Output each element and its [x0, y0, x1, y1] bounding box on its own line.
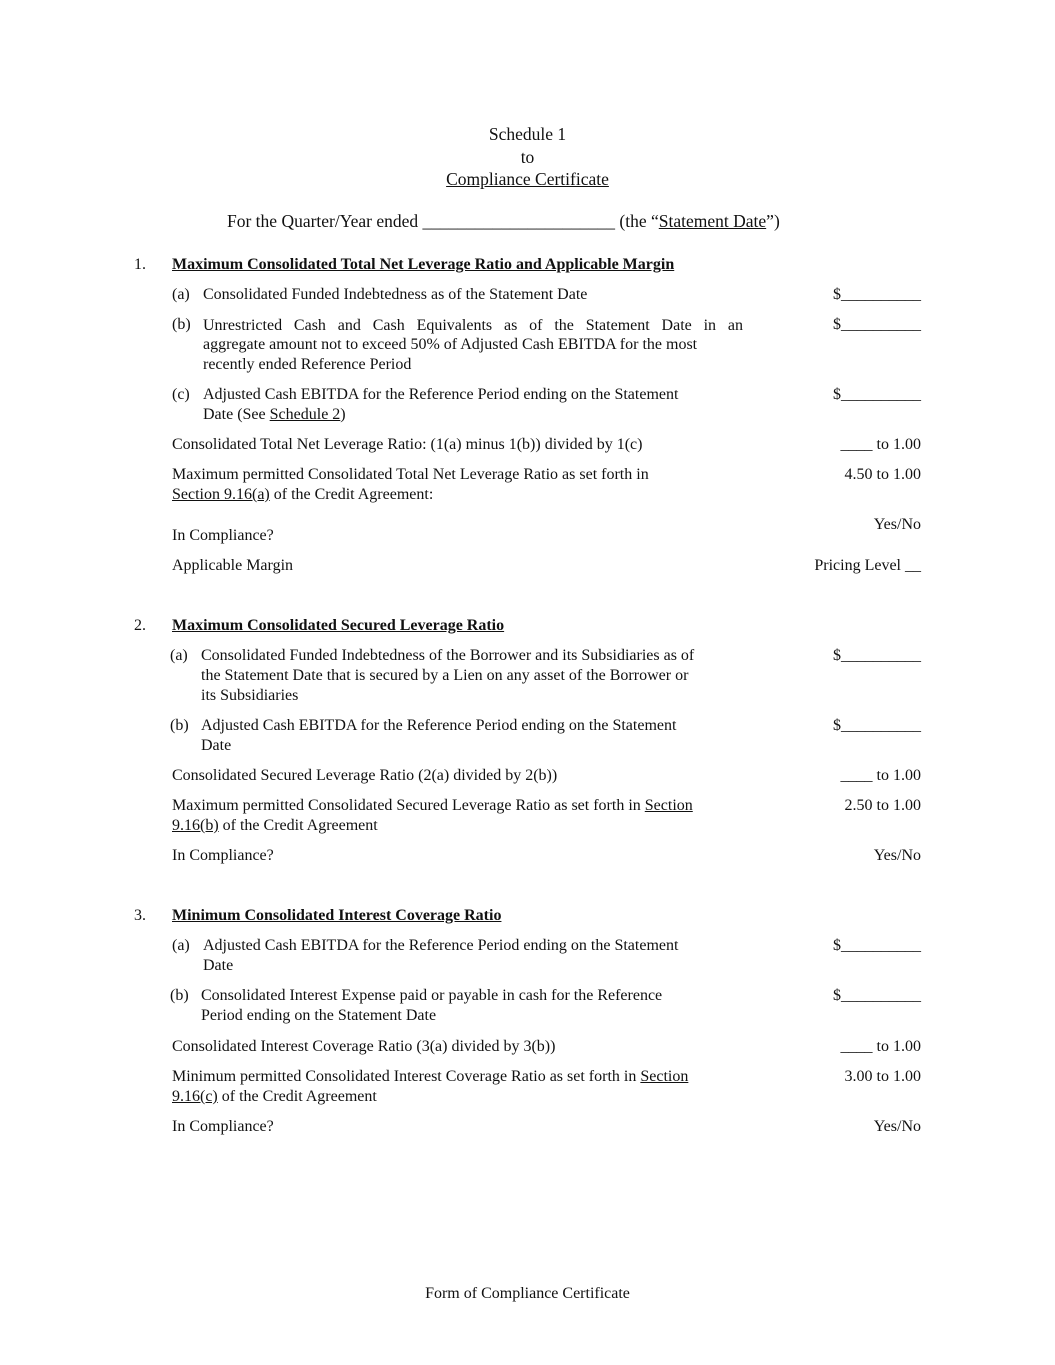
section2-b-line1: Adjusted Cash EBITDA for the Reference Period ending on the Statement	[201, 717, 677, 734]
section2-a-line2: the Statement Date that is secured by a Lien on any asset of the Borrower or	[201, 667, 689, 684]
section3-b-value: $__________	[833, 987, 921, 1004]
statement-date-term: Statement Date	[658, 211, 767, 231]
section3-min-suffix: of the Credit Agreement	[217, 1088, 377, 1105]
section3-min-prefix: Minimum permitted Consolidated Interest Coverage Ratio as set forth in	[172, 1068, 641, 1085]
section1-c-suffix: )	[340, 406, 346, 423]
section1-c-value: $__________	[833, 386, 921, 403]
section2-number: 2.	[134, 617, 146, 634]
section3-number: 3.	[134, 907, 146, 924]
section-9-16c-link[interactable]: 9.16(c)	[172, 1088, 218, 1105]
section2-b-line2: Date	[201, 737, 232, 754]
section1-title: Maximum Consolidated Total Net Leverage Ratio and Applicable Margin	[172, 256, 675, 273]
section1-a-text: Consolidated Funded Indebtedness as of the Statement Date	[203, 286, 588, 303]
section3-min-line1	[172, 1068, 688, 1086]
section3-a-value: $__________	[833, 937, 921, 954]
section1-margin-text: Applicable Margin	[172, 557, 294, 574]
schedule-2-link[interactable]: Schedule 2	[269, 406, 341, 423]
section1-max-line1: Maximum permitted Consolidated Total Net Leverage Ratio as set forth in	[172, 466, 649, 483]
section3-a-line2: Date	[203, 957, 234, 974]
section1-a-value: $__________	[833, 286, 921, 303]
section1-c-line2	[203, 406, 346, 424]
period-suffix-open: (the “	[619, 211, 659, 231]
section1-c-prefix: Date (See	[203, 406, 270, 423]
section-link-3[interactable]: Section	[640, 1068, 689, 1085]
section1-max-line2	[172, 486, 433, 504]
section2-max-value: 2.50 to 1.00	[844, 797, 921, 814]
section1-number: 1.	[134, 256, 146, 273]
section1-b-line1: Unrestricted Cash and Cash Equivalents as of the Statement Date in an	[203, 317, 743, 334]
section1-b-line2: aggregate amount not to exceed 50% of Adjusted Cash EBITDA for the most	[203, 336, 698, 353]
section1-b-label: (b)	[172, 316, 191, 333]
section-9-16a-link[interactable]: Section 9.16(a)	[172, 486, 270, 503]
section3-a-label: (a)	[172, 937, 190, 954]
section3-ratio-text: Consolidated Interest Coverage Ratio (3(a) divided by 3(b))	[172, 1038, 556, 1055]
period-suffix-close: ”)	[766, 211, 780, 231]
section-9-16b-link[interactable]: 9.16(b)	[172, 817, 219, 834]
section3-b-line2: Period ending on the Statement Date	[201, 1007, 437, 1024]
section3-b-label: (b)	[170, 987, 189, 1004]
section1-compliance-text: In Compliance?	[172, 527, 274, 544]
section2-a-line3: its Subsidiaries	[201, 687, 299, 704]
section2-b-value: $__________	[833, 717, 921, 734]
section1-max-value: 4.50 to 1.00	[844, 466, 921, 483]
section1-c-label: (c)	[172, 386, 190, 403]
compliance-certificate-title: Compliance Certificate	[446, 169, 609, 189]
section2-ratio-text: Consolidated Secured Leverage Ratio (2(a) divided by 2(b))	[172, 767, 558, 784]
section2-compliance-text: In Compliance?	[172, 847, 274, 864]
section1-b-line3: recently ended Reference Period	[203, 356, 412, 373]
period-date-blank: ______________________	[422, 211, 616, 231]
section2-a-line1: Consolidated Funded Indebtedness of the Borrower and its Subsidiaries as of	[201, 647, 695, 664]
section2-a-label: (a)	[170, 647, 188, 664]
section1-margin-value: Pricing Level __	[814, 557, 921, 574]
schedule-subtitle	[0, 169, 1055, 190]
section2-compliance-value: Yes/No	[873, 847, 921, 864]
section1-ratio-text: Consolidated Total Net Leverage Ratio: (1(a) minus 1(b)) divided by 1(c)	[172, 436, 643, 453]
section1-max-suffix: of the Credit Agreement:	[269, 486, 434, 503]
section3-ratio-value: ____ to 1.00	[840, 1038, 921, 1055]
section2-max-suffix: of the Credit Agreement	[218, 817, 378, 834]
section3-title: Minimum Consolidated Interest Coverage Ratio	[172, 907, 502, 924]
schedule-to: to	[520, 147, 535, 167]
period-prefix: For the Quarter/Year ended	[227, 211, 419, 231]
section2-ratio-value: ____ to 1.00	[840, 767, 921, 784]
section1-compliance-value: Yes/No	[873, 516, 921, 533]
section2-title: Maximum Consolidated Secured Leverage Ratio	[172, 617, 505, 634]
section2-a-value: $__________	[833, 647, 921, 664]
section1-ratio-value: ____ to 1.00	[840, 436, 921, 453]
statement-period	[227, 211, 780, 232]
section2-max-prefix: Maximum permitted Consolidated Secured Leverage Ratio as set forth in	[172, 797, 645, 814]
schedule-title: Schedule 1	[488, 124, 567, 144]
section1-a-label: (a)	[172, 286, 190, 303]
section3-min-line2	[172, 1088, 377, 1106]
section2-b-label: (b)	[170, 717, 189, 734]
section2-max-line2	[172, 817, 378, 835]
section3-b-line1: Consolidated Interest Expense paid or payable in cash for the Reference	[201, 987, 663, 1004]
section2-max-line1	[172, 797, 693, 815]
section3-compliance-text: In Compliance?	[172, 1118, 274, 1135]
section3-min-value: 3.00 to 1.00	[844, 1068, 921, 1085]
page-footer: Form of Compliance Certificate	[425, 1285, 630, 1302]
section3-compliance-value: Yes/No	[873, 1118, 921, 1135]
section-link-2[interactable]: Section	[644, 797, 693, 814]
section3-a-line1: Adjusted Cash EBITDA for the Reference Period ending on the Statement	[203, 937, 679, 954]
section1-c-line1: Adjusted Cash EBITDA for the Reference Period ending on the Statement	[203, 386, 679, 403]
section1-b-value: $__________	[833, 316, 921, 333]
